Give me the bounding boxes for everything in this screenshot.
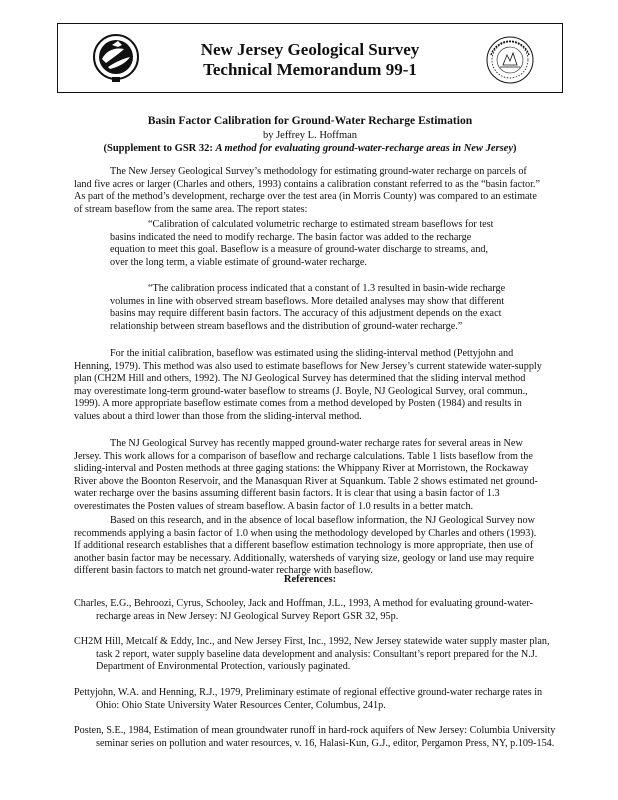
references-heading: References: bbox=[283, 574, 337, 585]
reference-item: Pettyjohn, W.A. and Henning, R.J., 1979, Preliminary estimate of regional effective ground-water recharge rates in Ohio: Ohio State University Water Resources Center, Columbus, 241p. bbox=[74, 687, 543, 711]
document-title: Basin Factor Calibration for Ground-Water Recharge Estimation bbox=[147, 114, 473, 127]
supplement-suffix: ) bbox=[513, 143, 517, 154]
supplement-title: A method for evaluating ground-water-recharge areas in New Jersey bbox=[215, 143, 514, 154]
header-box bbox=[57, 23, 563, 93]
paragraph-recommendation: Based on this research, and in the absence of local baseflow information, the NJ Geological Survey now recommends applying a basin factor of 1.0 when using the methodology developed by Charles and others (1993). If additional research establishes that a different baseflow estimation technology is more appropriate, then use of another basin factor may be necessary. Additionally, watersheds of varying size, geology or land use may require different basin factors to match net ground-water recharge with baseflow. bbox=[74, 515, 537, 577]
quote-calibration: “Calibration of calculated volumetric recharge to estimated stream baseflows for test basins indicated the need to modify recharge. The basin factor was added to the recharge equation to meet this goal. Baseflow is a measure of ground-water discharge to streams, and, over the long term, a viable estimate of ground-water recharge. bbox=[110, 219, 494, 268]
supplement-note bbox=[60, 143, 560, 154]
reference-item: CH2M Hill, Metcalf & Eddy, Inc., and New Jersey First, Inc., 1992, New Jersey statewide water supply master plan, task 2 report, water supply baseline data development and analysis: Consultant’s report prepared for the N.J. Department of Environmental Protection, variously paginated. bbox=[74, 636, 550, 673]
header-line-2: Technical Memorandum 99-1 bbox=[203, 60, 417, 79]
supplement-prefix: (Supplement to GSR 32: bbox=[103, 143, 216, 154]
state-seal-icon bbox=[485, 35, 535, 85]
paragraph-intro: The New Jersey Geological Survey’s methodology for estimating ground-water recharge on parcels of land five acres or larger (Charles and others, 1993) contains a calibration constant referred to as the “basin factor.” As part of the method’s development, recharge over the test area (in Morris County) was compared to an estimate of stream baseflow from the same area. The report states: bbox=[74, 166, 540, 215]
paragraph-initial-calibration: For the initial calibration, baseflow was estimated using the sliding-interval method (Pettyjohn and Henning, 1979). This method was also used to estimate baseflows for New Jersey’s current statewide water-supply plan (CH2M Hill and others, 1992). The NJ Geological Survey has determined that the sliding interval method may overestimate long-term ground-water baseflow to streams (J. Boyle, NJ Geological Survey, oral commun., 1999). A more appropriate baseflow estimate comes from a method developed by Posten (1984) and results in values about a third lower than those from the sliding-interval method. bbox=[74, 348, 542, 422]
reference-item: Charles, E.G., Behroozi, Cyrus, Schooley, Jack and Hoffman, J.L., 1993, A method for evaluating ground-water-recharge areas in New Jersey: NJ Geological Survey Report GSR 32, 95p. bbox=[74, 598, 533, 622]
paragraph-recharge-mapping: The NJ Geological Survey has recently mapped ground-water recharge rates for several areas in New Jersey. This work allows for a comparison of baseflow and recharge calculations. Table 1 lists baseflow from the sliding-interval and Posten methods at three gaging stations: the Whippany River at Morristown, the Rockaway River above the Boonton Reservoir, and the Manasquan River at Squankum. Table 2 shows estimated net ground-water recharge over the basins assuming different basin factors. It is clear that using a basin factor of 1.3 overestimates the Posten values of stream baseflow. A basin factor of 1.0 results in a better match. bbox=[74, 438, 538, 512]
byline: by Jeffrey L. Hoffman bbox=[262, 130, 358, 141]
header-line-1: New Jersey Geological Survey bbox=[200, 40, 420, 59]
quote-calibration-process: “The calibration process indicated that a constant of 1.3 resulted in basin-wide recharge volumes in line with observed stream baseflows. More detailed analyses may show that different basins may require different basin factors. The accuracy of this adjustment depends on the exact relationship between stream baseflows and the distribution of ground-water recharge.” bbox=[110, 283, 506, 332]
reference-item: Posten, S.E., 1984, Estimation of mean groundwater runoff in hard-rock aquifers of New Jersey: Columbia University seminar series on pollution and water resources, v. 16, Halasi-Kun, G.J., editor, Pergamon Press, NY, p.109-154. bbox=[74, 725, 556, 749]
